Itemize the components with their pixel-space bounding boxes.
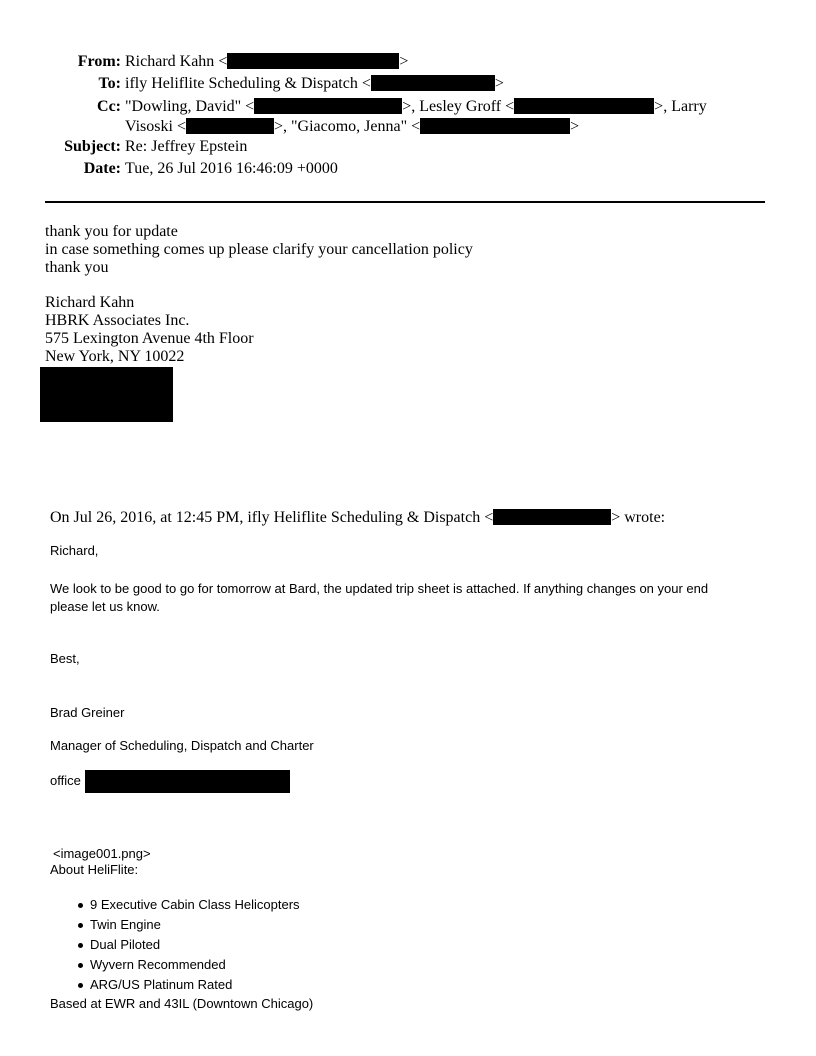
subject-label: Subject: xyxy=(64,138,121,155)
redaction xyxy=(186,118,274,134)
redaction xyxy=(420,118,570,134)
cc-recipient: Visoski xyxy=(125,118,173,135)
body-line: please let us know. xyxy=(50,599,160,614)
to-label: To: xyxy=(98,75,121,92)
office-label: office xyxy=(50,773,81,788)
about-heading: About HeliFlite: xyxy=(50,862,139,877)
from-label: From: xyxy=(77,53,121,70)
redaction xyxy=(514,98,654,114)
closing: Best, xyxy=(50,651,80,666)
image-placeholder: <image001.png> xyxy=(53,846,151,861)
based-at: Based at EWR and 43IL (Downtown Chicago) xyxy=(50,996,314,1011)
redaction xyxy=(371,75,495,91)
list-item: Dual Piloted xyxy=(50,935,300,955)
cc-recipient: "Dowling, David" xyxy=(125,98,242,115)
cc-recipient: "Giacomo, Jenna" xyxy=(291,118,408,135)
list-item: ARG/US Platinum Rated xyxy=(50,975,300,995)
feature-list xyxy=(50,895,300,995)
redaction xyxy=(227,53,399,69)
reply-line: thank you xyxy=(45,259,109,276)
reply-body xyxy=(45,223,473,366)
quoted-intro: On Jul 26, 2016, at 12:45 PM, ifly Heliflite Scheduling & Dispatch < > wrote: xyxy=(50,509,666,526)
reply-line: in case something comes up please clarify your cancellation policy xyxy=(45,241,473,258)
cc-recipient: Lesley Groff xyxy=(419,98,502,115)
date-label: Date: xyxy=(83,160,121,177)
signature-line: 575 Lexington Avenue 4th Floor xyxy=(45,330,254,347)
cc-label: Cc: xyxy=(97,98,121,115)
sender-name: Brad Greiner xyxy=(50,705,125,720)
redaction xyxy=(493,509,611,525)
body-line: We look to be good to go for tomorrow at Bard, the updated trip sheet is attached. If anything changes on your end xyxy=(50,581,709,596)
signature-line: Richard Kahn xyxy=(45,294,135,311)
to-name: ifly Heliflite Scheduling & Dispatch xyxy=(125,75,358,92)
date-value: Tue, 26 Jul 2016 16:46:09 +0000 xyxy=(125,160,338,177)
signature-line: New York, NY 10022 xyxy=(45,348,185,365)
list-item: 9 Executive Cabin Class Helicopters xyxy=(50,895,300,915)
list-item: Twin Engine xyxy=(50,915,300,935)
greeting: Richard, xyxy=(50,543,99,558)
reply-line: thank you for update xyxy=(45,223,178,240)
list-item: Wyvern Recommended xyxy=(50,955,300,975)
subject-value: Re: Jeffrey Epstein xyxy=(125,138,248,155)
signature-line: HBRK Associates Inc. xyxy=(45,312,190,329)
redaction xyxy=(85,770,290,793)
redaction xyxy=(40,367,173,422)
header-divider xyxy=(45,201,765,203)
from-name: Richard Kahn xyxy=(125,53,215,70)
sender-title: Manager of Scheduling, Dispatch and Charter xyxy=(50,738,314,753)
cc-recipient: Larry xyxy=(671,98,707,115)
redaction xyxy=(254,98,402,114)
